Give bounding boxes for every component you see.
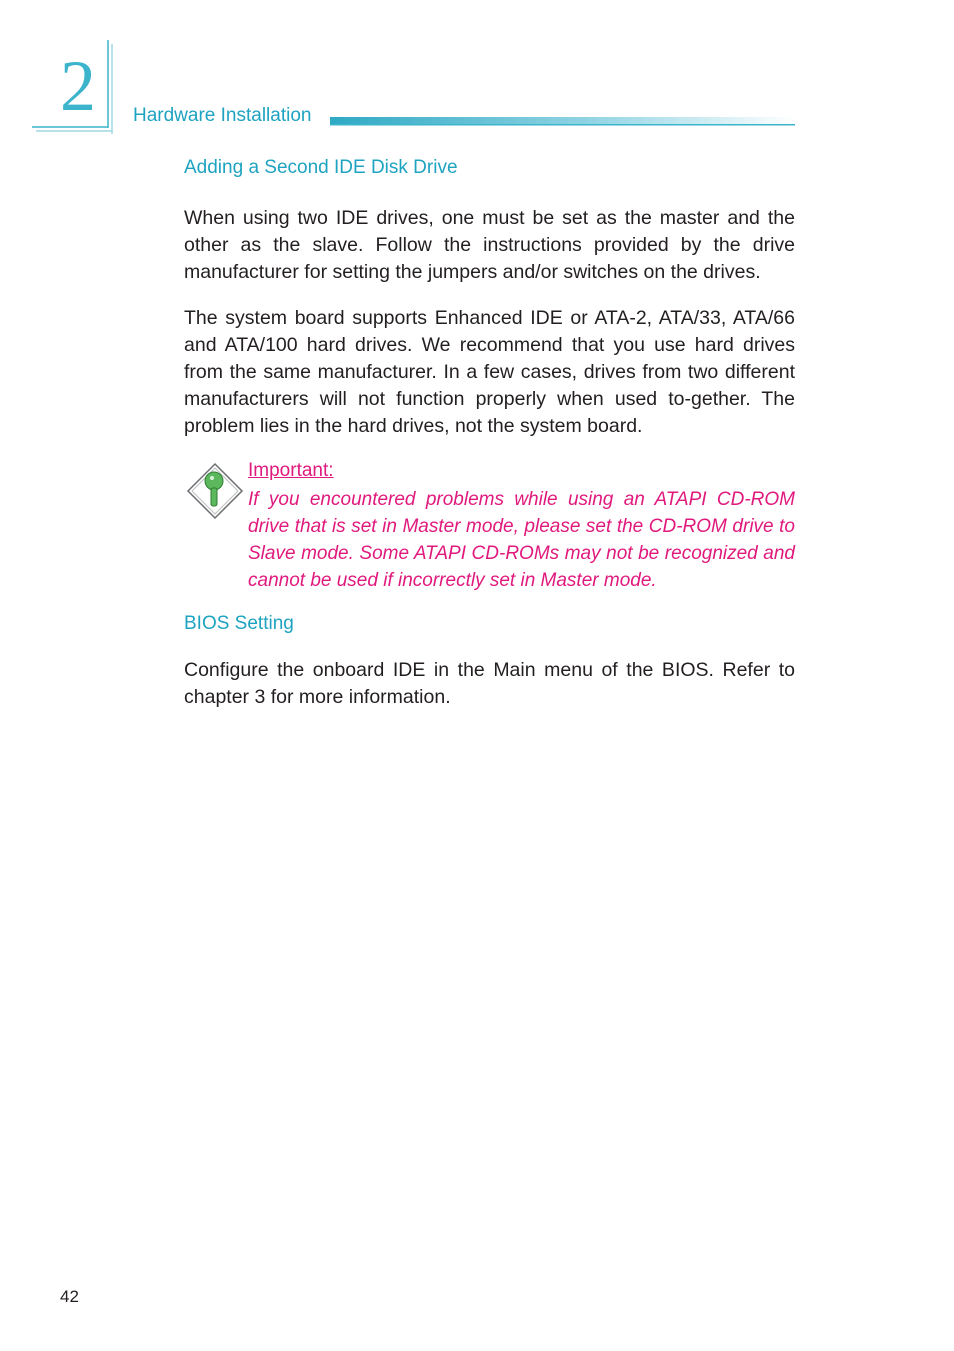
header-rule [330, 116, 795, 126]
important-label: Important: [248, 460, 334, 481]
paragraph-bios: Configure the onboard IDE in the Main menu of the BIOS. Refer to chapter 3 for more information. [184, 659, 795, 708]
heading-bios: BIOS Setting [184, 613, 294, 634]
section-title: Hardware Installation [133, 105, 312, 126]
chapter-number: 2 [60, 46, 96, 126]
page-number: 42 [60, 1287, 79, 1306]
heading-ide: Adding a Second IDE Disk Drive [184, 157, 458, 178]
important-note: If you encountered problems while using an ATAPI CD-ROM drive that is set in Master mode, please set the CD-ROM drive to Slave mode. Some ATAPI CD-ROMs may not be recognized and cannot be used if incorrectly set in Master mode. [248, 489, 795, 591]
key-icon [186, 462, 244, 520]
paragraph-master-slave: When using two IDE drives, one must be set as the master and the other as the slave. Follow the instructions provided by the drive manufacturer for setting the jumpers and/or switches on the drives. [184, 207, 795, 283]
paragraph-supported-drives: The system board supports Enhanced IDE or ATA-2, ATA/33, ATA/66 and ATA/100 hard drives. We recommend that you use hard drives from the same manufacturer. In a few cases, drives from two different manufacturers will not function properly when used to-gether. The problem lies in the hard drives, not the system board. [184, 307, 795, 437]
